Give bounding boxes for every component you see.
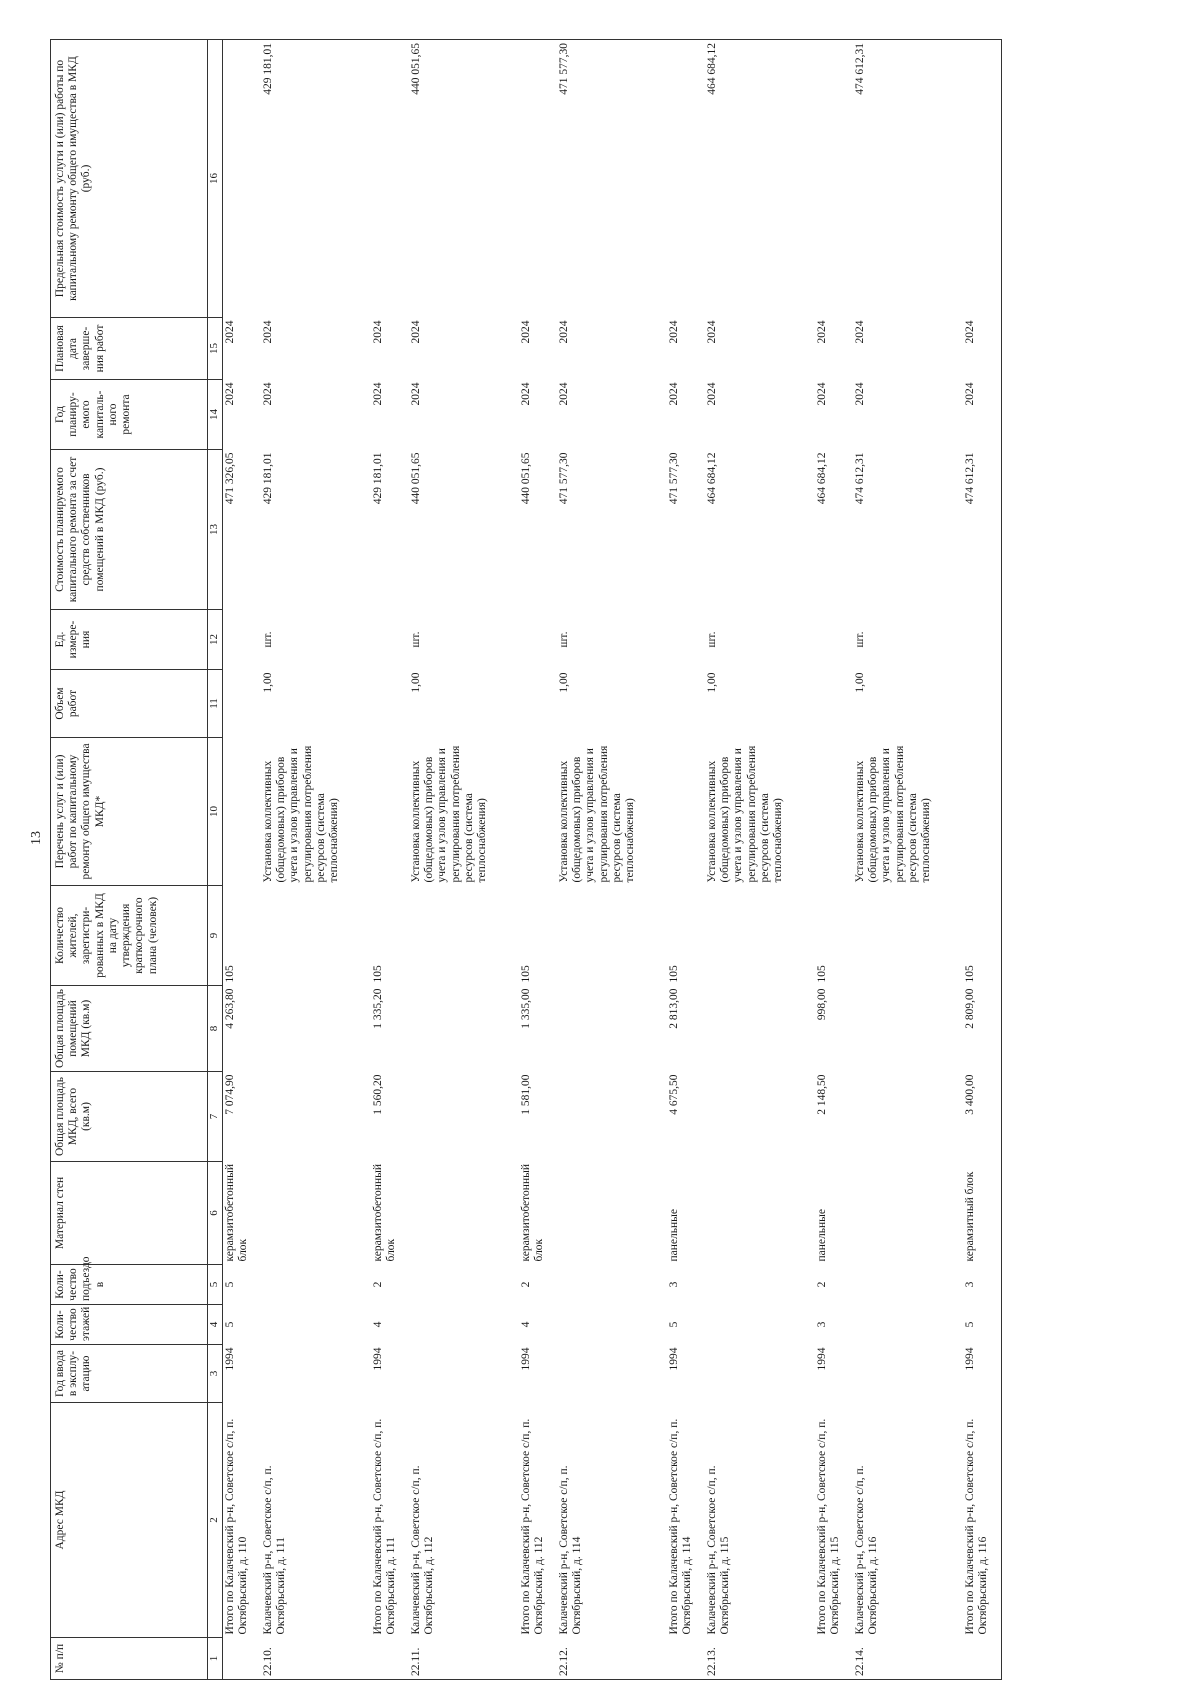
cell-end-date: 2024 <box>854 320 866 344</box>
cell-residents <box>853 886 963 986</box>
cell-year: 1994 <box>963 1345 1002 1403</box>
cell-num: 22.14. <box>853 1638 963 1680</box>
col-number: 5 <box>208 1265 223 1305</box>
cell-end-date: 2024 <box>372 320 384 344</box>
cell-wall-material <box>261 1162 371 1265</box>
cell-plan-year: 2024 <box>410 382 422 406</box>
cell-cost: 440 051,65 <box>410 452 422 505</box>
cell-area-total: 3 400,00 <box>963 1072 1002 1162</box>
cell-cost: 474 612,31 <box>854 452 866 505</box>
cell-work-list <box>815 738 853 886</box>
col-header-limit: Предельная стоимость услуги и (или) работы по капитальному ремонту общего имущества в МКД (руб.) <box>51 40 208 318</box>
cell-plan-year: 2024 <box>372 382 384 406</box>
cell-plan-year: 2024 <box>520 382 532 406</box>
cell-area-rooms <box>853 986 963 1072</box>
cell-volume: 1,00 <box>410 672 422 693</box>
cell-plan-year: 2024 <box>706 382 718 406</box>
col-number: 11 <box>208 670 223 738</box>
col-header-address: Адрес МКД <box>51 1403 208 1638</box>
cell-floors <box>853 1305 963 1345</box>
cell-residents: 105 <box>963 886 1002 986</box>
cell-limit: 440 051,65 <box>409 40 519 318</box>
cell-floors: 4 <box>520 1321 532 1328</box>
cell-entrances: 3 <box>963 1265 1002 1305</box>
cell-entrances <box>705 1265 815 1305</box>
cell-work-list: Установка коллективных (общедомовых) приборов учета и узлов управления и регулирования потребления ресурсов (система теплоснабжения) <box>706 745 785 883</box>
cell-volume <box>371 670 409 738</box>
cell-volume: 1,00 <box>854 672 866 693</box>
cell-work-list: Установка коллективных (общедомовых) приборов учета и узлов управления и регулирования потребления ресурсов (система теплоснабжения) <box>410 745 489 883</box>
cell-address: Итого по Калачевский р-н, Советское с/п, п. Октябрьский, д. 115 <box>816 1418 842 1635</box>
col-number: 12 <box>208 610 223 670</box>
cell-wall-material: панельные <box>816 1209 828 1262</box>
col-number: 13 <box>208 450 223 610</box>
cell-year: 1994 <box>372 1347 384 1371</box>
cell-year: 1994 <box>224 1347 236 1371</box>
cell-entrances: 5 <box>224 1281 236 1288</box>
col-header-area-rooms: Общая площадь помещений МКД (кв.м) <box>51 986 208 1072</box>
total-row <box>223 40 262 1680</box>
cell-plan-year: 2024 <box>558 382 570 406</box>
col-number: 10 <box>208 738 223 886</box>
cell-address: Калачевский р-н, Советское с/п, п. Октябрьский, д. 116 <box>854 1465 880 1635</box>
cell-entrances <box>409 1265 519 1305</box>
cell-end-date: 2024 <box>262 320 274 344</box>
cell-area-total: 1 560,20 <box>372 1074 384 1115</box>
cell-cost: 464 684,12 <box>816 452 828 505</box>
cell-num <box>519 1638 557 1680</box>
cell-year: 1994 <box>816 1347 828 1371</box>
cell-plan-year: 2024 <box>816 382 828 406</box>
cell-work-list: Установка коллективных (общедомовых) приборов учета и узлов управления и регулирования потребления ресурсов (система теплоснабжения) <box>854 745 933 883</box>
cell-volume <box>667 670 705 738</box>
cell-area-rooms <box>557 986 667 1072</box>
cell-year: 1994 <box>520 1347 532 1371</box>
col-number: 14 <box>208 380 223 450</box>
cell-work-list <box>519 738 557 886</box>
cell-area-rooms <box>261 986 371 1072</box>
cell-wall-material: панельные <box>668 1209 680 1262</box>
cell-end-date: 2024 <box>224 320 236 344</box>
cell-residents: 105 <box>816 965 828 983</box>
cell-residents <box>261 886 371 986</box>
cell-volume: 1,00 <box>262 672 274 693</box>
cell-residents: 105 <box>668 965 680 983</box>
cell-num: 22.11. <box>409 1638 519 1680</box>
cell-address: Калачевский р-н, Советское с/п, п. Октябрьский, д. 111 <box>262 1465 288 1635</box>
cell-limit: 464 684,12 <box>705 40 815 318</box>
cell-area-total: 7 074,90 <box>224 1074 236 1115</box>
cell-area-total: 2 148,50 <box>816 1074 828 1115</box>
work-row <box>261 40 371 1680</box>
cell-year <box>853 1345 963 1403</box>
cell-residents: 105 <box>372 965 384 983</box>
cell-address: Итого по Калачевский р-н, Советское с/п, п. Октябрьский, д. 110 <box>224 1418 250 1635</box>
cell-end-date: 2024 <box>668 320 680 344</box>
cell-area-rooms <box>409 986 519 1072</box>
cell-year <box>557 1345 667 1403</box>
col-header-num: № п/п <box>51 1638 208 1680</box>
cell-wall-material <box>853 1162 963 1265</box>
col-number: 6 <box>208 1162 223 1265</box>
col-header-wall: Материал стен <box>51 1162 208 1265</box>
col-number: 2 <box>208 1403 223 1638</box>
cell-unit: шт. <box>262 631 274 648</box>
cell-floors: 4 <box>372 1321 384 1328</box>
col-header-residents: Количество жителей, зарегистри- рованных в МКД на дату утверждения краткосрочного плана (человек) <box>51 886 208 986</box>
cell-cost: 440 051,65 <box>520 452 532 505</box>
cell-floors <box>705 1305 815 1345</box>
cell-cost: 471 326,05 <box>224 452 236 505</box>
cell-num <box>223 1638 262 1680</box>
cell-unit <box>815 610 853 670</box>
work-row <box>705 40 815 1680</box>
total-row <box>667 40 705 1680</box>
col-number: 15 <box>208 318 223 380</box>
col-number: 3 <box>208 1345 223 1403</box>
cell-work-list: Установка коллективных (общедомовых) приборов учета и узлов управления и регулирования потребления ресурсов (система теплоснабжения) <box>262 745 341 883</box>
cell-floors <box>261 1305 371 1345</box>
cell-entrances <box>261 1265 371 1305</box>
cell-cost: 471 577,30 <box>668 452 680 505</box>
cell-limit <box>223 40 262 318</box>
table-body <box>223 40 1002 1680</box>
cell-unit <box>519 610 557 670</box>
cell-limit <box>815 40 853 318</box>
rotated-page-content <box>50 40 1200 1680</box>
cell-num <box>815 1638 853 1680</box>
cell-cost: 464 684,12 <box>706 452 718 505</box>
cell-year <box>409 1345 519 1403</box>
cell-volume <box>223 670 262 738</box>
cell-unit: шт. <box>854 631 866 648</box>
cell-volume: 1,00 <box>558 672 570 693</box>
col-number: 8 <box>208 986 223 1072</box>
cell-area-total <box>557 1072 667 1162</box>
cell-area-total <box>853 1072 963 1162</box>
cell-limit <box>963 40 1002 318</box>
cell-wall-material <box>705 1162 815 1265</box>
col-header-unit: Ед. измере- ния <box>51 610 208 670</box>
cell-end-date: 2024 <box>706 320 718 344</box>
cell-volume <box>519 670 557 738</box>
work-row <box>557 40 667 1680</box>
col-header-year: Год ввода в эксплу- атацию <box>51 1345 208 1403</box>
cell-address: Калачевский р-н, Советское с/п, п. Октябрьский, д. 114 <box>558 1465 584 1635</box>
cell-area-rooms: 1 335,00 <box>520 988 532 1029</box>
cell-limit: 471 577,30 <box>557 40 667 318</box>
cell-limit <box>371 40 409 318</box>
cell-floors <box>409 1305 519 1345</box>
cell-year <box>261 1345 371 1403</box>
cell-residents: 105 <box>520 965 532 983</box>
cell-area-rooms: 4 263,80 <box>224 988 236 1029</box>
cell-area-total: 4 675,50 <box>668 1074 680 1115</box>
cell-unit: шт. <box>706 631 718 648</box>
col-number: 16 <box>208 40 223 318</box>
cell-year: 1994 <box>668 1347 680 1371</box>
cell-limit <box>519 40 557 318</box>
cell-floors: 5 <box>668 1321 680 1328</box>
cell-end-date: 2024 <box>963 318 1002 380</box>
cell-volume <box>963 670 1002 738</box>
cell-work-list <box>667 738 705 886</box>
cell-entrances: 2 <box>816 1281 828 1288</box>
cell-num <box>371 1638 409 1680</box>
column-number-row <box>208 40 223 1680</box>
table-header-row <box>51 40 208 1680</box>
cell-num: 22.10. <box>261 1638 371 1680</box>
cell-wall-material: керамзитобетонный блок <box>520 1164 546 1262</box>
cell-floors: 5 <box>963 1305 1002 1345</box>
col-number: 7 <box>208 1072 223 1162</box>
col-header-entrances: Коли- чество подъездо в <box>51 1265 208 1305</box>
col-header-floors: Коли- чество этажей <box>51 1305 208 1345</box>
cell-end-date: 2024 <box>816 320 828 344</box>
cell-entrances: 2 <box>372 1281 384 1288</box>
col-header-volume: Объем работ <box>51 670 208 738</box>
work-row <box>853 40 963 1680</box>
cell-num: 22.12. <box>557 1638 667 1680</box>
cell-unit <box>667 610 705 670</box>
cell-area-rooms: 998,00 <box>816 988 828 1021</box>
cell-end-date: 2024 <box>558 320 570 344</box>
cell-limit: 474 612,31 <box>853 40 963 318</box>
cell-limit: 429 181,01 <box>261 40 371 318</box>
cell-work-list <box>963 738 1002 886</box>
cell-residents <box>705 886 815 986</box>
cell-limit <box>667 40 705 318</box>
cell-address: Калачевский р-н, Советское с/п, п. Октябрьский, д. 112 <box>410 1465 436 1635</box>
total-row <box>963 40 1002 1680</box>
cell-entrances: 3 <box>668 1281 680 1288</box>
cell-num <box>667 1638 705 1680</box>
cell-address: Итого по Калачевский р-н, Советское с/п, п. Октябрьский, д. 116 <box>963 1403 1002 1638</box>
total-row <box>371 40 409 1680</box>
col-header-work: Перечень услуг и (или) работ по капитальному ремонту общего имущества МКД* <box>51 738 208 886</box>
cell-volume <box>815 670 853 738</box>
cell-wall-material: керамзитобетонный блок <box>224 1164 250 1262</box>
cell-cost: 474 612,31 <box>963 450 1002 610</box>
col-number: 1 <box>208 1638 223 1680</box>
cell-area-rooms: 2 809,00 <box>963 986 1002 1072</box>
cell-area-total <box>705 1072 815 1162</box>
cell-entrances <box>853 1265 963 1305</box>
work-row <box>409 40 519 1680</box>
cell-unit <box>223 610 262 670</box>
cell-area-total <box>261 1072 371 1162</box>
cell-address: Итого по Калачевский р-н, Советское с/п, п. Октябрьский, д. 112 <box>520 1418 546 1635</box>
cell-unit: шт. <box>410 631 422 648</box>
cell-area-total <box>409 1072 519 1162</box>
cell-entrances: 2 <box>520 1281 532 1288</box>
col-header-end-date: Плановая дата заверше- ния работ <box>51 318 208 380</box>
total-row <box>519 40 557 1680</box>
cell-plan-year: 2024 <box>854 382 866 406</box>
cell-wall-material: керамзитный блок <box>963 1162 1002 1265</box>
cell-floors <box>557 1305 667 1345</box>
cell-num: 22.13. <box>705 1638 815 1680</box>
cell-residents <box>409 886 519 986</box>
cell-cost: 429 181,01 <box>262 452 274 505</box>
page-number: 13 <box>29 831 44 845</box>
cell-work-list <box>371 738 409 886</box>
cell-residents <box>557 886 667 986</box>
cell-num <box>963 1638 1002 1680</box>
cell-work-list <box>223 738 262 886</box>
cell-address: Итого по Калачевский р-н, Советское с/п, п. Октябрьский, д. 114 <box>668 1418 694 1635</box>
cell-plan-year: 2024 <box>262 382 274 406</box>
cell-area-rooms <box>705 986 815 1072</box>
cell-floors: 3 <box>816 1321 828 1328</box>
cell-area-total: 1 581,00 <box>520 1074 532 1115</box>
repair-plan-table <box>50 39 1002 1680</box>
cell-address: Итого по Калачевский р-н, Советское с/п, п. Октябрьский, д. 111 <box>372 1418 398 1635</box>
cell-plan-year: 2024 <box>963 380 1002 450</box>
cell-area-rooms: 2 813,00 <box>668 988 680 1029</box>
cell-cost: 471 577,30 <box>558 452 570 505</box>
cell-unit <box>371 610 409 670</box>
cell-work-list: Установка коллективных (общедомовых) приборов учета и узлов управления и регулирования потребления ресурсов (система теплоснабжения) <box>558 745 637 883</box>
col-header-cost: Стоимость планируемого капитального ремонта за счет средств собственников помещений в МКД (руб.) <box>51 450 208 610</box>
cell-end-date: 2024 <box>520 320 532 344</box>
col-header-plan-year: Год планиру- емого капиталь- ного ремонта <box>51 380 208 450</box>
cell-unit: шт. <box>558 631 570 648</box>
col-number: 4 <box>208 1305 223 1345</box>
total-row <box>815 40 853 1680</box>
col-number: 9 <box>208 886 223 986</box>
cell-plan-year: 2024 <box>668 382 680 406</box>
cell-area-rooms: 1 335,20 <box>372 988 384 1029</box>
cell-address: Калачевский р-н, Советское с/п, п. Октябрьский, д. 115 <box>706 1465 732 1635</box>
cell-wall-material <box>409 1162 519 1265</box>
cell-residents: 105 <box>224 965 236 983</box>
cell-cost: 429 181,01 <box>372 452 384 505</box>
cell-unit <box>963 610 1002 670</box>
cell-floors: 5 <box>224 1321 236 1328</box>
cell-wall-material: керамзитобетонный блок <box>372 1164 398 1262</box>
cell-wall-material <box>557 1162 667 1265</box>
cell-entrances <box>557 1265 667 1305</box>
cell-plan-year: 2024 <box>224 382 236 406</box>
cell-volume: 1,00 <box>706 672 718 693</box>
col-header-area-total: Общая площадь МКД, всего (кв.м) <box>51 1072 208 1162</box>
cell-year <box>705 1345 815 1403</box>
cell-end-date: 2024 <box>410 320 422 344</box>
